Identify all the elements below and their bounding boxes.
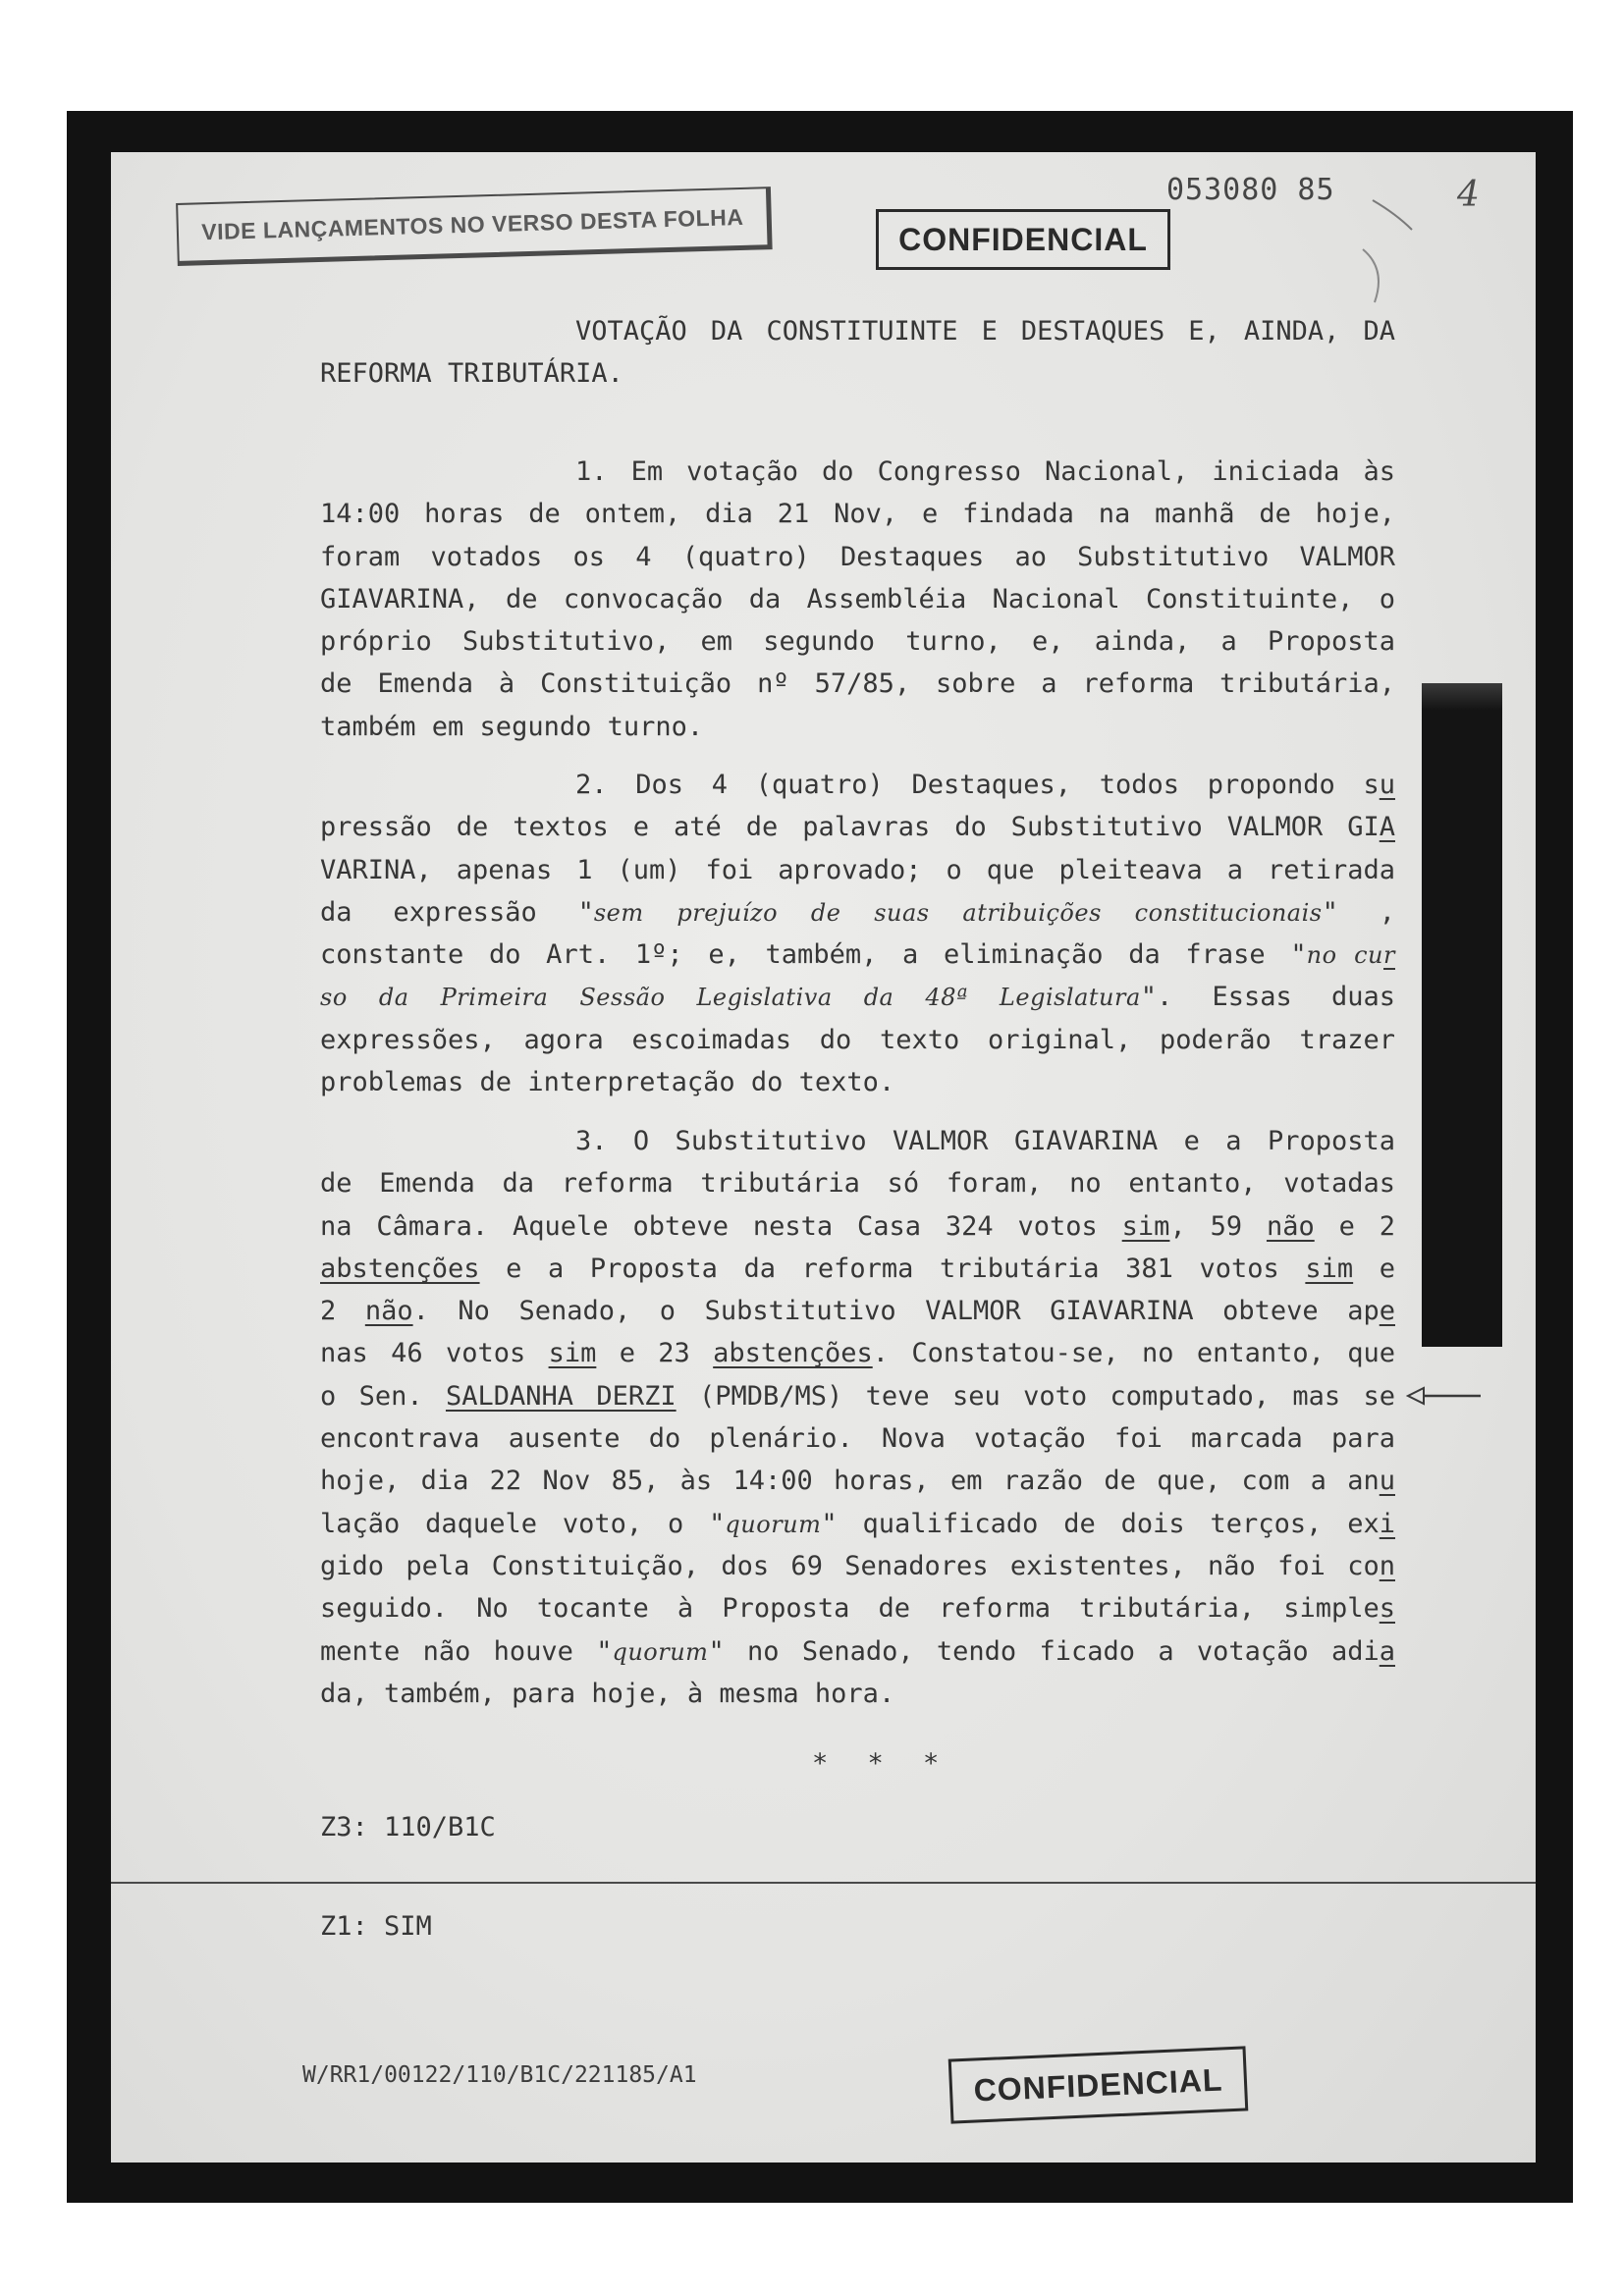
text-segment: . Constatou-se, no entanto, que: [872, 1338, 1395, 1369]
text-segment: gido pela Constituição, dos 69 Senadores existentes, não foi co: [320, 1550, 1380, 1581]
text-line: [320, 706, 1395, 748]
reference-number: W/RR1/00122/110/B1C/221185/A1: [302, 2062, 697, 2088]
italic-quote-text: quorum: [725, 1510, 822, 1538]
text-segment: próprio Substitutivo, em segundo turno, e, ainda, a Proposta: [320, 626, 1395, 658]
document-title: [320, 310, 1395, 396]
text-segment: e: [1353, 1253, 1396, 1284]
underlined-text: A: [1379, 812, 1395, 843]
italic-quote-text: no cu: [1306, 941, 1384, 970]
text-segment: da expressão ": [320, 896, 594, 928]
text-segment: 14:00 horas de ontem, dia 21 Nov, e findada na manhã de hoje,: [320, 499, 1395, 530]
text-line: [320, 352, 1395, 395]
vide-stamp: VIDE LANÇAMENTOS NO VERSO DESTA FOLHA: [176, 187, 773, 266]
italic-quote-text: so da Primeira Sessão Legislativa da 48ª Legislatura: [320, 984, 1141, 1012]
text-line: [320, 1332, 1395, 1374]
text-segment: mente não houve ": [320, 1635, 613, 1667]
text-segment: nas 46 votos: [320, 1338, 549, 1369]
text-line: [320, 976, 1395, 1018]
routing-code-z3: Z3: 110/B1C: [320, 1812, 496, 1842]
italic-quote-text: quorum: [612, 1637, 709, 1666]
text-segment: " no Senado, tendo ficado a votação adi: [708, 1635, 1380, 1667]
underlined-text: não: [1266, 1210, 1315, 1242]
underlined-text: sim: [1121, 1210, 1170, 1242]
text-line: [320, 310, 1395, 352]
text-segment: " ,: [1322, 896, 1395, 928]
text-line: [320, 1417, 1395, 1460]
text-segment: e a Proposta da reforma tributária 381 votos: [479, 1253, 1306, 1284]
text-segment: na Câmara. Aquele obteve nesta Casa 324 votos: [320, 1210, 1122, 1242]
text-segment: e 2: [1314, 1210, 1396, 1242]
text-segment: REFORMA TRIBUTÁRIA.: [320, 358, 623, 390]
italic-quote-text: r: [1383, 941, 1395, 970]
text-line: [320, 1205, 1395, 1248]
text-segment: da, também, para hoje, à mesma hora.: [320, 1678, 895, 1709]
text-line: [320, 891, 1395, 934]
text-segment: pressão de textos e até de palavras do Substitutivo VALMOR GI: [320, 812, 1380, 843]
text-line: [320, 620, 1395, 663]
text-line: [320, 1248, 1395, 1290]
margin-index-bar: [1422, 683, 1502, 1347]
text-line: [320, 1162, 1395, 1204]
underlined-text: u: [1379, 1466, 1395, 1497]
text-line: [320, 1673, 1395, 1715]
text-segment: , 59: [1169, 1210, 1267, 1242]
confidential-stamp-top: CONFIDENCIAL: [876, 209, 1170, 270]
text-line: [320, 1375, 1395, 1417]
italic-quote-text: sem prejuízo de suas atribuições constitucionais: [593, 898, 1323, 927]
text-segment: VOTAÇÃO DA CONSTITUINTE E DESTAQUES E, AINDA, DA: [575, 316, 1395, 347]
text-segment: 3. O Substitutivo VALMOR GIAVARINA e a Proposta: [575, 1126, 1395, 1156]
text-line: [320, 1545, 1395, 1587]
paragraph-1: [320, 451, 1395, 748]
text-line: [320, 764, 1395, 806]
text-segment: o Sen.: [320, 1380, 446, 1412]
text-segment: de Emenda da reforma tributária só foram, no entanto, votadas: [320, 1168, 1395, 1200]
underlined-text: sim: [548, 1338, 597, 1369]
underlined-text: não: [364, 1296, 413, 1327]
text-line: [320, 1503, 1395, 1545]
text-line: [320, 451, 1395, 493]
text-line: [320, 806, 1395, 848]
text-line: [320, 1587, 1395, 1629]
confidential-stamp-bottom: CONFIDENCIAL: [948, 2046, 1249, 2123]
text-line: [320, 1120, 1395, 1162]
text-line: [320, 578, 1395, 620]
text-segment: expressões, agora escoimadas do texto original, poderão trazer: [320, 1024, 1395, 1055]
text-segment: GIAVARINA, de convocação da Assembléia Nacional Constituinte, o: [320, 583, 1395, 614]
text-line: [320, 493, 1395, 535]
text-segment: foram votados os 4 (quatro) Destaques ao Substitutivo VALMOR: [320, 541, 1395, 572]
underlined-text: e: [1379, 1296, 1395, 1327]
text-line: [320, 536, 1395, 578]
text-segment: ". Essas duas: [1140, 982, 1395, 1013]
underlined-text: abstenções: [320, 1253, 480, 1284]
text-line: [320, 934, 1395, 976]
text-line: [320, 663, 1395, 705]
text-segment: (PMDB/MS) teve seu voto computado, mas se: [676, 1380, 1395, 1412]
underlined-text: SALDANHA DERZI: [445, 1380, 677, 1412]
text-line: [320, 849, 1395, 891]
paragraph-2: [320, 764, 1395, 1103]
horizontal-divider: [111, 1882, 1536, 1884]
text-segment: seguido. No tocante à Proposta de reforma tributária, simple: [320, 1593, 1380, 1625]
text-line: [320, 1061, 1395, 1103]
text-segment: lação daquele voto, o ": [320, 1508, 726, 1539]
section-separator: * * *: [812, 1748, 940, 1779]
text-segment: 2: [320, 1296, 365, 1327]
underlined-text: u: [1379, 770, 1395, 800]
text-segment: problemas de interpretação do texto.: [320, 1067, 895, 1098]
underlined-text: n: [1379, 1550, 1395, 1581]
text-segment: também em segundo turno.: [320, 711, 704, 742]
underlined-text: a: [1379, 1635, 1395, 1667]
underlined-text: i: [1379, 1508, 1396, 1539]
text-line: [320, 1019, 1395, 1061]
text-line: [320, 1630, 1395, 1673]
underlined-text: s: [1379, 1593, 1395, 1625]
paragraph-3: [320, 1120, 1395, 1715]
text-segment: hoje, dia 22 Nov 85, às 14:00 horas, em razão de que, com a an: [320, 1466, 1380, 1497]
text-segment: encontrava ausente do plenário. Nova votação foi marcada para: [320, 1423, 1395, 1455]
handwritten-mark: [1335, 187, 1424, 314]
text-segment: VARINA, apenas 1 (um) foi aprovado; o que pleiteava a retirada: [320, 854, 1395, 885]
text-line: [320, 1460, 1395, 1502]
text-segment: . No Senado, o Substitutivo VALMOR GIAVARINA obteve ap: [412, 1296, 1380, 1327]
text-segment: 1. Em votação do Congresso Nacional, iniciada às: [575, 456, 1395, 487]
underlined-text: abstenções: [713, 1338, 873, 1369]
routing-code-z1: Z1: SIM: [320, 1911, 432, 1942]
text-segment: constante do Art. 1º; e, também, a eliminação da frase ": [320, 939, 1307, 971]
text-segment: de Emenda à Constituição nº 57/85, sobre a reforma tributária,: [320, 668, 1395, 700]
document-number: 053080 85: [1166, 173, 1335, 207]
text-line: [320, 1290, 1395, 1332]
left-arrow-icon: [1406, 1382, 1485, 1410]
text-segment: " qualificado de dois terços, ex: [821, 1508, 1380, 1539]
text-segment: 2. Dos 4 (quatro) Destaques, todos propondo s: [575, 770, 1380, 800]
text-segment: e 23: [596, 1338, 714, 1369]
underlined-text: sim: [1305, 1253, 1354, 1284]
page-number: 4: [1457, 175, 1480, 215]
